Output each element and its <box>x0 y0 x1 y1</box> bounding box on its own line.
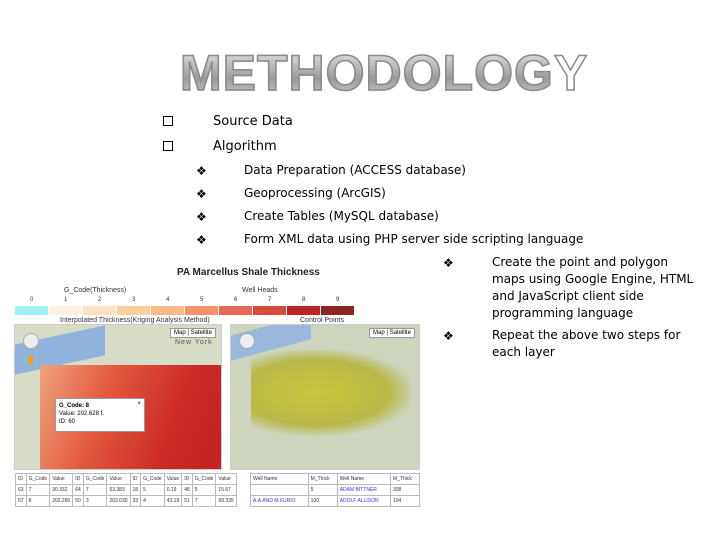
legend-swatch <box>15 306 48 315</box>
legend-label-wells: Well Heads <box>242 287 278 294</box>
table-cell: 33 <box>130 496 141 507</box>
column-header: Well Name <box>337 474 390 485</box>
color-legend-bar <box>15 306 354 315</box>
legend-swatch <box>253 306 286 315</box>
map-type-button[interactable]: Map | Satellite <box>170 328 216 338</box>
legend-swatch <box>185 306 218 315</box>
table-cell: 203.030 <box>107 496 130 507</box>
sub-bullet: Geoprocessing (ArcGIS) <box>244 186 386 200</box>
thickness-figure <box>12 265 422 507</box>
table-cell: 99.335 <box>216 496 236 507</box>
map-place-label: New York <box>175 339 213 346</box>
table-cell: 8 <box>26 496 50 507</box>
pegman-icon[interactable] <box>28 355 33 365</box>
table-cell: 338 <box>390 485 419 496</box>
table-cell: 5 <box>192 485 216 496</box>
bullet-algorithm: Algorithm <box>213 139 277 154</box>
column-header: ID <box>16 474 27 485</box>
legend-code: 2 <box>98 297 102 303</box>
column-header: M_Thick <box>390 474 419 485</box>
legend-swatch <box>321 306 354 315</box>
diamond-bullet-icon: ❖ <box>196 233 207 247</box>
column-header: ID <box>130 474 141 485</box>
diamond-bullet-icon: ❖ <box>196 210 207 224</box>
column-header: ID <box>73 474 84 485</box>
table-cell <box>251 485 309 496</box>
table-row <box>16 485 237 496</box>
legend-code: 5 <box>200 297 204 303</box>
info-popup: G_Code: 8 Value: 202.628 f. ID: 60 × <box>55 398 145 432</box>
table-row <box>251 485 420 496</box>
table-cell: 104 <box>390 496 419 507</box>
table-cell: 15.57 <box>216 485 236 496</box>
column-header: Value <box>50 474 73 485</box>
table-row <box>16 496 237 507</box>
figure-title: PA Marcellus Shale Thickness <box>177 267 320 278</box>
legend-code: 8 <box>302 297 306 303</box>
map-type-button[interactable]: Map | Satellite <box>369 328 415 338</box>
table-header-row <box>16 474 237 485</box>
table-cell: ADOLF ALLISON <box>337 496 390 507</box>
table-cell: 57 <box>16 496 27 507</box>
column-header: Value <box>216 474 236 485</box>
legend-swatch <box>287 306 320 315</box>
diamond-bullet-icon: ❖ <box>196 187 207 201</box>
table-cell: 4 <box>141 496 165 507</box>
thickness-table <box>15 473 237 507</box>
well-heads-map[interactable] <box>230 324 420 470</box>
table-cell: 7 <box>192 496 216 507</box>
column-header: G_Code <box>141 474 165 485</box>
column-header: Value <box>164 474 182 485</box>
table-cell: 30.332 <box>50 485 73 496</box>
table-cell: 5 <box>141 485 165 496</box>
table-cell: 64 <box>73 485 84 496</box>
table-cell: 5 <box>308 485 337 496</box>
square-bullet-icon <box>163 141 173 151</box>
column-header: Value <box>107 474 130 485</box>
diamond-bullet-icon: ❖ <box>196 164 207 178</box>
column-header: G_Code <box>26 474 50 485</box>
legend-code: 3 <box>132 297 136 303</box>
square-bullet-icon <box>163 116 173 126</box>
bullet-source-data: Source Data <box>213 114 293 129</box>
legend-label-thickness: G_Code(Thickness) <box>64 287 127 294</box>
table-cell: ADAM BITTNER <box>337 485 390 496</box>
column-header: ID <box>182 474 193 485</box>
table-cell: A.A.AND M.FURIO <box>251 496 309 507</box>
left-map-label: Interpolated Thickness(Kriging Analysis Method) <box>60 317 210 324</box>
right-map-label: Control Points <box>300 317 344 324</box>
legend-code: 7 <box>268 297 272 303</box>
right-bullet: Repeat the above two steps for each layer <box>492 328 681 359</box>
table-cell: 51 <box>182 496 193 507</box>
column-header: Well Name <box>251 474 309 485</box>
legend-code: 1 <box>64 297 68 303</box>
column-header: G_Code <box>192 474 216 485</box>
table-cell: 18 <box>130 485 141 496</box>
table-cell: 63 <box>16 485 27 496</box>
legend-code: 6 <box>234 297 238 303</box>
table-row <box>251 496 420 507</box>
sub-bullet: Form XML data using PHP server side scripting language <box>244 232 584 246</box>
table-cell: 43.19 <box>164 496 182 507</box>
legend-swatch <box>151 306 184 315</box>
table-cell: 7 <box>26 485 50 496</box>
table-cell: 53.383 <box>107 485 130 496</box>
table-header-row <box>251 474 420 485</box>
table-cell: 48 <box>182 485 193 496</box>
table-cell: 50 <box>73 496 84 507</box>
table-cell: 202.280 <box>50 496 73 507</box>
thickness-map[interactable] <box>14 324 222 470</box>
pan-control-icon[interactable] <box>23 333 39 349</box>
column-header: G_Code <box>83 474 107 485</box>
slide-title: METHODOLOGY <box>180 45 589 101</box>
legend-swatch <box>49 306 82 315</box>
table-cell: 100 <box>308 496 337 507</box>
diamond-bullet-icon: ❖ <box>443 256 454 270</box>
legend-code: 9 <box>336 297 340 303</box>
pan-control-icon[interactable] <box>239 333 255 349</box>
right-bullet: Create the point and polygon maps using Google Engine, HTML and JavaScript client side programming language <box>492 255 694 320</box>
column-header: M_Thick <box>308 474 337 485</box>
wells-table <box>250 473 420 507</box>
legend-swatch <box>117 306 150 315</box>
legend-swatch <box>83 306 116 315</box>
diamond-bullet-icon: ❖ <box>443 329 454 343</box>
legend-swatch <box>219 306 252 315</box>
close-icon[interactable]: × <box>137 401 141 407</box>
table-cell: 3 <box>83 496 107 507</box>
sub-bullet: Create Tables (MySQL database) <box>244 209 439 223</box>
legend-code: 4 <box>166 297 170 303</box>
sub-bullet: Data Preparation (ACCESS database) <box>244 163 466 177</box>
table-cell: 0.19 <box>164 485 182 496</box>
legend-code: 0 <box>30 297 34 303</box>
table-cell: 7 <box>83 485 107 496</box>
